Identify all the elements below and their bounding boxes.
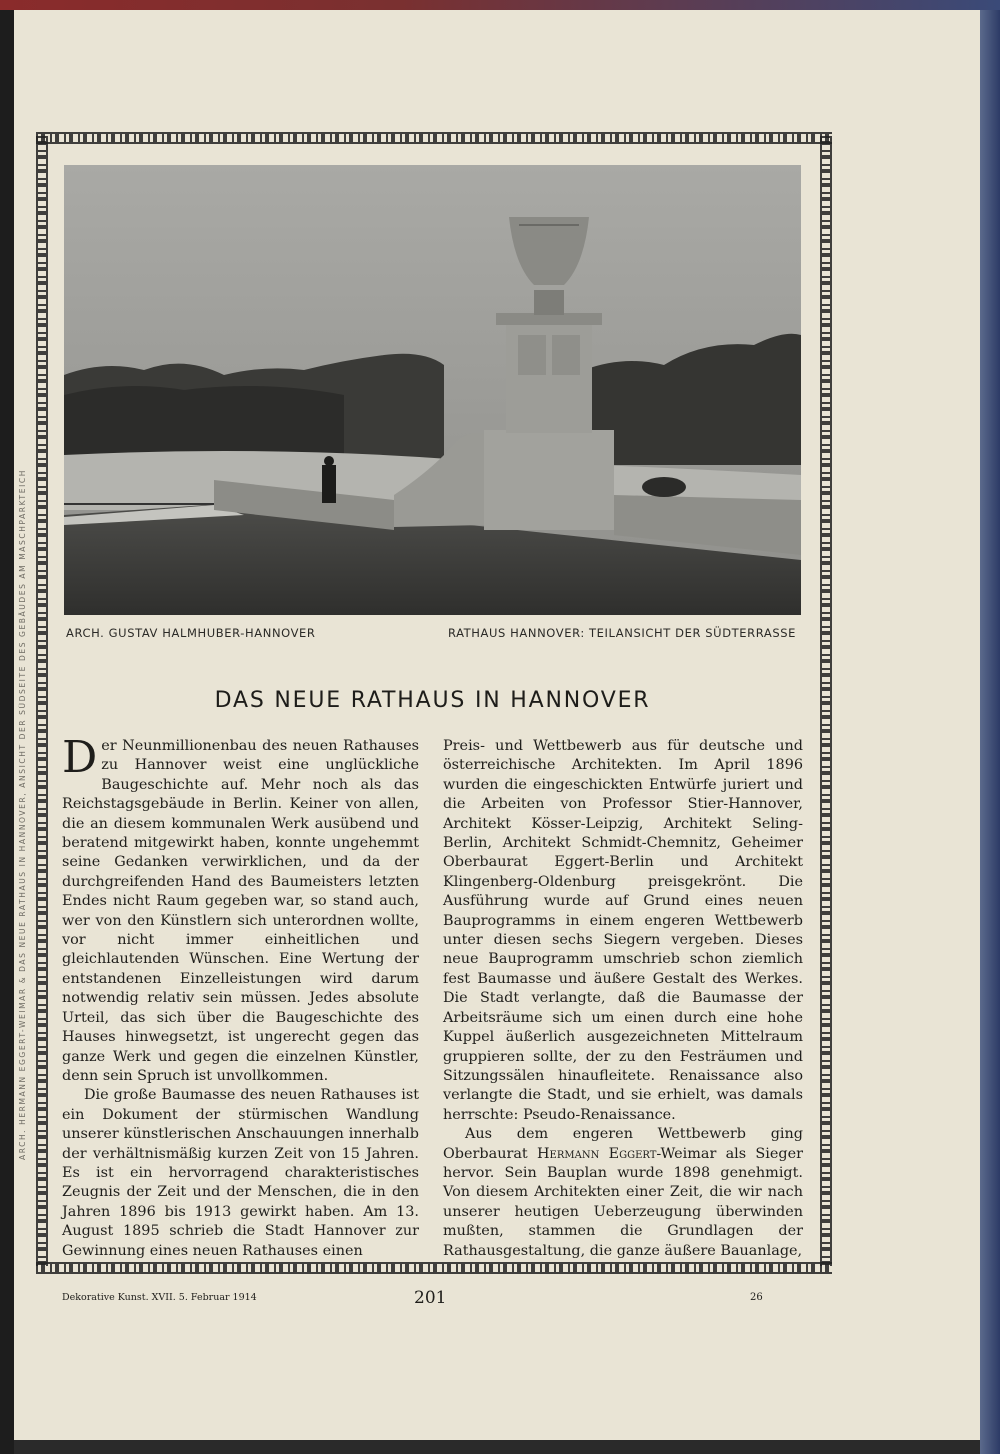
side-credit-vertical: ARCH. HERMANN EGGERT-WEIMAR & DAS NEUE RATHAUS IN HANNOVER, ANSICHT DER SÜDSEITE DES GEBÄUDES AM MASCHPARKTEICH	[18, 469, 27, 1160]
left-paragraph-1: er Neunmillionenbau des neuen Rathauses zu Hannover weist eine unglückliche Baugeschichte auf. Mehr noch als das Reichstagsgebäude in Berlin. Keiner von allen, die an diesem kommunalen Werk ausübend und beratend mitgewirkt haben, konnte ungehemmt seine Gedanken verwirklichen, und da der durchgreifenden Hand des Baumeisters letzten Endes nicht Raum gegeben war, so stand auch, wer von den Künstlern sich unterordnen wollte, vor nicht immer einheitlichen und gleichlautenden Wünschen. Eine Wertung der entstandenen Einzelleistungen wird darum notwendig relativ sein müssen. Jedes absolute Urteil, das sich über die Baugeschichte des Hauses hinwegsetzt, ist ungerecht gegen das ganze Werk und gegen die einzelnen Künstler, denn sein Spruch ist unvollkommen.	[62, 738, 419, 1084]
book-cover-edge-right	[980, 10, 1000, 1454]
right-paragraph-2-end: -Weimar als Sieger hervor. Sein Bauplan wurde 1898 genehmigt. Von diesem Architekten einer Zeit, die wir nach unserer heutigen Ueberzeugung überwinden mußten, stammen die Grundlagen der Rathausgestaltung, die ganze äußere Bauanlage,	[443, 1145, 804, 1259]
photo-illustration	[64, 165, 801, 615]
drop-cap: D	[62, 732, 98, 783]
book-spine	[0, 10, 14, 1454]
ornament-border-right	[820, 136, 832, 1266]
footer-journal: Dekorative Kunst. XVII. 5. Februar 1914	[62, 1292, 257, 1303]
photo-rathaus-terrace	[64, 165, 801, 615]
footer-sheet-number: 26	[750, 1292, 763, 1303]
photo-caption-architect: ARCH. GUSTAV HALMHUBER-HANNOVER	[66, 626, 316, 640]
photo-caption-title: RATHAUS HANNOVER: TEILANSICHT DER SÜDTERRASSE	[447, 626, 796, 640]
article-title: DAS NEUE RATHAUS IN HANNOVER	[214, 688, 651, 713]
book-cover-edge-top	[0, 0, 1000, 10]
ornament-border-left	[36, 136, 48, 1266]
footer-page-number: 201	[414, 1288, 447, 1308]
article-column-left	[62, 732, 419, 1261]
architect-name: Hermann Eggert	[537, 1145, 657, 1162]
left-paragraph-2: Die große Baumasse des neuen Rathauses ist ein Dokument der stürmischen Wandlung unserer künstlerischen Anschauungen innerhalb der verhältnismäßig kurzen Zeit von 15 Jahren. Es ist ein hervorragend charakteristisches Zeugnis der Zeit und der Menschen, die in den Jahren 1896 bis 1913 gewirkt haben. Am 13. August 1895 schrieb die Stadt Hannover zur Gewinnung eines neuen Rathauses einen	[62, 1087, 419, 1259]
ornament-border-top	[36, 132, 832, 144]
right-paragraph-2-start: Aus dem engeren Wettbewerb ging Oberbaurat	[443, 1126, 803, 1162]
ornament-border-bottom	[36, 1262, 832, 1274]
right-paragraph-1: Preis- und Wettbewerb aus für deutsche und österreichische Architekten. Im April 1896 wurden die eingeschickten Entwürfe juriert und die Arbeiten von Professor Stier-Hannover, Architekt Kösser-Leipzig, Architekt Seling-Berlin, Architekt Schmidt-Chemnitz, Geheimer Oberbaurat Eggert-Berlin und Architekt Klingenberg-Oldenburg preisgekrönt. Die Ausführung wurde auf Grund eines neuen Bauprogramms in einem engeren Wettbewerb unter diesen sechs Siegern vergeben. Dieses neue Bauprogramm umschrieb schon ziemlich fest Baumasse und äußere Gestalt des Werkes. Die Stadt verlangte, daß die Baumasse der Arbeitsräume sich um einen durch eine hohe Kuppel äußerlich ausgezeichneten Mittelraum gruppieren sollte, der zu den Festräumen und Sitzungssälen hinaufleitete. Renaissance also verlangte die Stadt, und sie erhielt, was damals herrschte: Pseudo-Renaissance.	[443, 738, 803, 1123]
article-column-right	[443, 737, 803, 1261]
